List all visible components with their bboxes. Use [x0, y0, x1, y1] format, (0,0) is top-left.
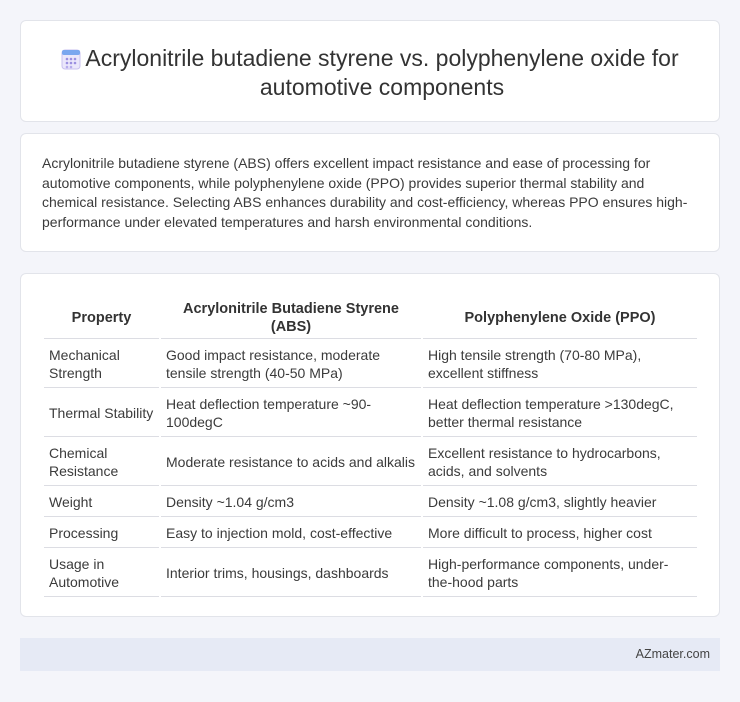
row-property: Weight [44, 488, 159, 517]
title-card [20, 20, 720, 122]
row-abs-value: Heat deflection temperature ~90-100degC [161, 390, 421, 437]
header-abs: Acrylonitrile Butadiene Styrene (ABS) [161, 297, 421, 339]
table-row [44, 550, 697, 597]
footer-bar [20, 638, 720, 671]
row-property: Processing [44, 519, 159, 548]
summary-text: Acrylonitrile butadiene styrene (ABS) offers excellent impact resistance and ease of processing for automotive components, while polyphenylene oxide (PPO) provides superior thermal stability and chemical resistance. Selecting ABS enhances durability and cost-efficiency, whereas PPO ensures high-performance under elevated temperatures and harsh environmental conditions. [42, 155, 688, 230]
table-header-row [44, 297, 697, 339]
row-ppo-value: High tensile strength (70-80 MPa), excellent stiffness [423, 341, 697, 388]
footer-brand: AZmater.com [635, 647, 710, 661]
row-abs-value: Interior trims, housings, dashboards [161, 550, 421, 597]
row-abs-value: Density ~1.04 g/cm3 [161, 488, 421, 517]
table-row [44, 519, 697, 548]
row-property: Mechanical Strength [44, 341, 159, 388]
row-ppo-value: More difficult to process, higher cost [423, 519, 697, 548]
table-row [44, 488, 697, 517]
row-abs-value: Easy to injection mold, cost-effective [161, 519, 421, 548]
comparison-card [20, 273, 720, 617]
table-row [44, 439, 697, 486]
comparison-table [42, 295, 699, 599]
header-property: Property [44, 297, 159, 339]
row-abs-value: Moderate resistance to acids and alkalis [161, 439, 421, 486]
row-ppo-value: Density ~1.08 g/cm3, slightly heavier [423, 488, 697, 517]
row-property: Thermal Stability [44, 390, 159, 437]
row-abs-value: Good impact resistance, moderate tensile strength (40-50 MPa) [161, 341, 421, 388]
header-ppo: Polyphenylene Oxide (PPO) [423, 297, 697, 339]
page-title: Acrylonitrile butadiene styrene vs. polyphenylene oxide for automotive components [85, 45, 679, 100]
row-ppo-value: Heat deflection temperature >130degC, better thermal resistance [423, 390, 697, 437]
table-row [44, 341, 697, 388]
summary-card [20, 133, 720, 252]
row-ppo-value: Excellent resistance to hydrocarbons, acids, and solvents [423, 439, 697, 486]
table-row [44, 390, 697, 437]
row-property: Chemical Resistance [44, 439, 159, 486]
row-ppo-value: High-performance components, under-the-hood parts [423, 550, 697, 597]
row-property: Usage in Automotive [44, 550, 159, 597]
